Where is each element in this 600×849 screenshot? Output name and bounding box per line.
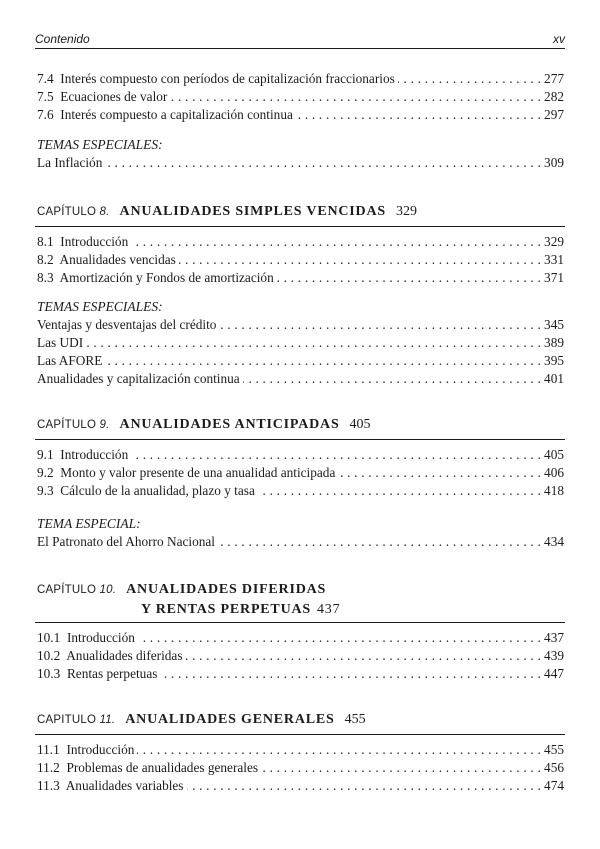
chapter-rule [35, 734, 565, 735]
toc-entry [37, 154, 564, 172]
entry-title: Interés compuesto con períodos de capitalización fraccionarios [60, 71, 395, 86]
entry-title: Ventajas y desventajas del crédito [37, 317, 217, 332]
entry-number: 11.3 [37, 778, 60, 793]
entry-page: 418 [540, 482, 564, 500]
toc-entry [37, 464, 564, 482]
entry-page: 406 [540, 464, 564, 482]
toc-entry [37, 269, 564, 287]
entry-title: Ecuaciones de valor [60, 89, 168, 104]
entry-page: 401 [540, 370, 564, 388]
entry-number: 8.3 [37, 270, 54, 285]
entry-page: 345 [540, 316, 564, 334]
entry-page: 437 [540, 629, 564, 647]
entry-page: 434 [540, 533, 564, 551]
entry-number: 11.1 [37, 742, 60, 757]
entry-title: La Inflación [37, 155, 103, 170]
chapter-heading [37, 579, 340, 620]
chapter-heading [37, 201, 417, 222]
entry-page: 447 [540, 665, 564, 683]
entry-title: Anualidades y capitalización continua [37, 371, 240, 386]
toc-entry [37, 316, 564, 334]
chapter-page: 455 [344, 712, 366, 727]
entry-number: 7.4 [37, 71, 54, 86]
entry-title: Cálculo de la anualidad, plazo y tasa [60, 483, 255, 498]
entry-page: 309 [540, 154, 564, 172]
toc-entry [37, 70, 564, 88]
toc-entry [37, 334, 564, 352]
entry-number: 11.2 [37, 760, 60, 775]
chapter-rule [35, 622, 565, 623]
toc-entry [37, 446, 564, 464]
entry-title: Las UDI [37, 335, 84, 350]
toc-entry [37, 665, 564, 683]
toc-entry [37, 629, 564, 647]
chapter-title: ANUALIDADES GENERALES [125, 712, 335, 727]
header-section-title: Contenido [35, 32, 90, 46]
toc-entry [37, 647, 564, 665]
chapter-heading [37, 709, 366, 730]
entry-number: 10.3 [37, 666, 61, 681]
entry-title: Interés compuesto a capitalización continua [60, 107, 293, 122]
toc-entry [37, 533, 564, 551]
entry-title: Introducción [60, 447, 129, 462]
entry-page: 329 [540, 233, 564, 251]
special-topic-heading: TEMA ESPECIAL: [37, 516, 141, 531]
header-page-number: xv [553, 32, 565, 46]
toc-entry [37, 777, 564, 795]
entry-page: 282 [540, 88, 564, 106]
chapter-page: 437 [316, 602, 341, 617]
toc-entry [37, 759, 564, 777]
entry-page: 405 [540, 446, 564, 464]
special-topics-heading: TEMAS ESPECIALES: [37, 299, 163, 314]
running-header [35, 30, 565, 49]
entry-page: 389 [540, 334, 564, 352]
chapter-label: CAPÍTULO 10. [37, 584, 117, 596]
toc-entry [37, 106, 564, 124]
toc-entry [37, 88, 564, 106]
entry-title: Introducción [60, 234, 129, 249]
toc-entry [37, 741, 564, 759]
entry-page: 474 [540, 777, 564, 795]
chapter-label: CAPITULO 11. [37, 714, 116, 726]
entry-title: Anualidades diferidas [66, 648, 183, 663]
chapter-rule [35, 439, 565, 440]
chapter-rule [35, 226, 565, 227]
entry-number: 8.1 [37, 234, 54, 249]
entry-number: 10.1 [37, 630, 61, 645]
entry-page: 439 [540, 647, 564, 665]
entry-page: 277 [540, 70, 564, 88]
chapter-page: 405 [349, 417, 371, 432]
entry-number: 9.2 [37, 465, 54, 480]
entry-title: El Patronato del Ahorro Nacional [37, 534, 215, 549]
entry-number: 7.5 [37, 89, 54, 104]
entry-title: Introducción [66, 742, 135, 757]
entry-number: 9.1 [37, 447, 54, 462]
chapter-title-continued: Y RENTAS PERPETUAS [141, 602, 311, 617]
toc-entry [37, 370, 564, 388]
entry-title: Introducción [66, 630, 135, 645]
entry-number: 10.2 [37, 648, 61, 663]
entry-page: 371 [540, 269, 564, 287]
chapter-title: ANUALIDADES ANTICIPADAS [119, 417, 340, 432]
entry-page: 297 [540, 106, 564, 124]
chapter-title: ANUALIDADES SIMPLES VENCIDAS [119, 204, 386, 219]
entry-title: Amortización y Fondos de amortización [59, 270, 274, 285]
entry-title: Anualidades vencidas [59, 252, 176, 267]
chapter-label: CAPÍTULO 8. [37, 206, 110, 218]
chapter-label: CAPÍTULO 9. [37, 419, 110, 431]
special-topics-heading: TEMAS ESPECIALES: [37, 137, 163, 152]
entry-title: Las AFORE [37, 353, 103, 368]
toc-entry [37, 482, 564, 500]
entry-title: Monto y valor presente de una anualidad anticipada [60, 465, 336, 480]
entry-page: 456 [540, 759, 564, 777]
chapter-page: 329 [395, 204, 417, 219]
toc-entry [37, 251, 564, 269]
toc-entry [37, 233, 564, 251]
chapter-title: ANUALIDADES DIFERIDAS [126, 582, 327, 597]
chapter-heading [37, 414, 371, 435]
entry-number: 9.3 [37, 483, 54, 498]
entry-title: Anualidades variables [65, 778, 184, 793]
entry-title: Rentas perpetuas [66, 666, 158, 681]
entry-page: 331 [540, 251, 564, 269]
entry-page: 455 [540, 741, 564, 759]
entry-title: Problemas de anualidades generales [66, 760, 259, 775]
entry-number: 7.6 [37, 107, 54, 122]
toc-entry [37, 352, 564, 370]
entry-page: 395 [540, 352, 564, 370]
entry-number: 8.2 [37, 252, 54, 267]
